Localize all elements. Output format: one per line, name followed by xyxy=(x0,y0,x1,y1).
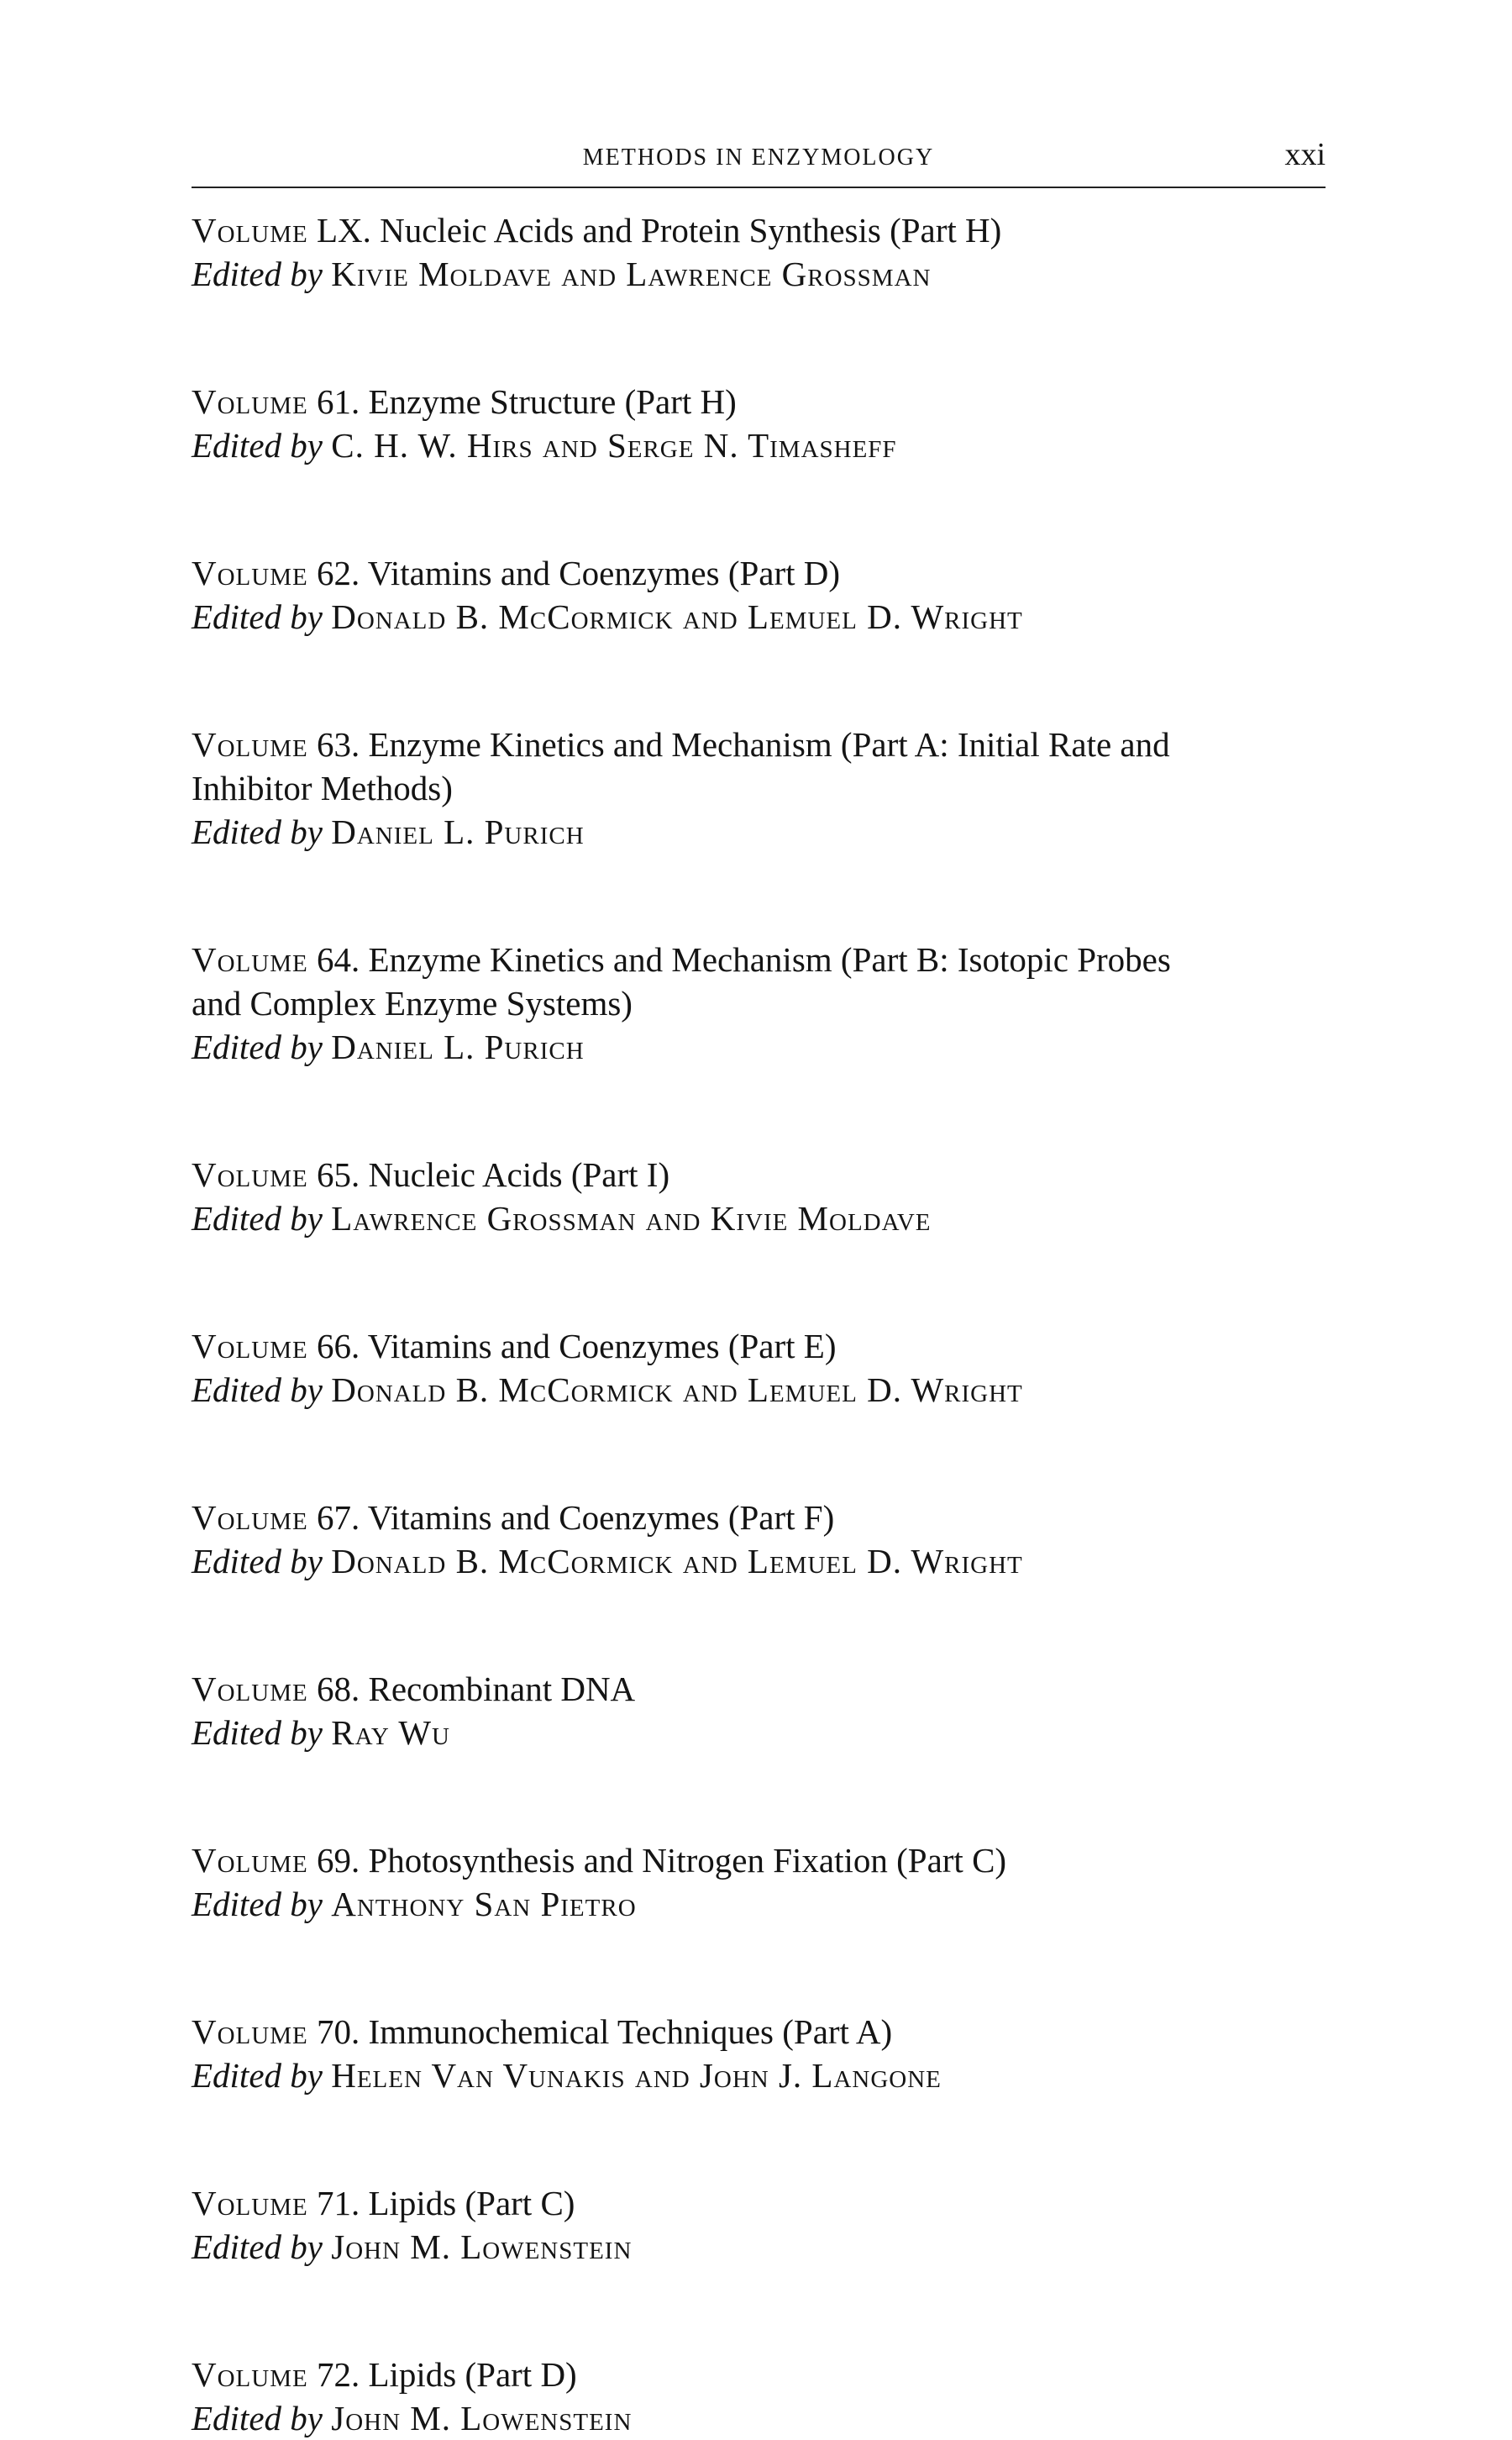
editors-line xyxy=(192,595,1334,639)
volume-title: Vitamins and Coenzymes (Part E) xyxy=(367,1327,837,1365)
volume-title-line xyxy=(192,1838,1334,1882)
edited-by-label: Edited by xyxy=(192,1199,323,1238)
volume-title-line xyxy=(192,2010,1334,2053)
volume-entry xyxy=(192,551,1334,639)
volume-number: 69. xyxy=(316,1841,360,1880)
volume-number: 64. xyxy=(316,940,360,979)
volume-label: Volume xyxy=(192,725,308,764)
entry-spacer xyxy=(192,2097,1334,2181)
volume-title-line xyxy=(192,1153,1334,1196)
editor-names: Lawrence Grossman and Kivie Moldave xyxy=(331,1199,932,1238)
edited-by-label: Edited by xyxy=(192,1885,323,1923)
volume-title: Vitamins and Coenzymes (Part D) xyxy=(367,554,841,592)
volume-label: Volume xyxy=(192,2355,308,2394)
volume-label: Volume xyxy=(192,1670,308,1708)
volume-label: Volume xyxy=(192,2012,308,2051)
volume-entry xyxy=(192,380,1334,467)
volume-title-continuation xyxy=(192,981,1334,1025)
entry-spacer xyxy=(192,1583,1334,1667)
volume-label: Volume xyxy=(192,2184,308,2222)
volume-number: 66. xyxy=(316,1327,360,1365)
entry-spacer xyxy=(192,854,1334,938)
volume-title-line xyxy=(192,380,1334,423)
editor-names: Daniel L. Purich xyxy=(331,1028,585,1066)
page-number: xxi xyxy=(1284,137,1326,172)
editor-names: Helen Van Vunakis and John J. Langone xyxy=(331,2056,942,2095)
edited-by-label: Edited by xyxy=(192,1370,323,1409)
editor-names: John M. Lowenstein xyxy=(331,2227,633,2266)
volume-number: 70. xyxy=(316,2012,360,2051)
editor-names: Kivie Moldave and Lawrence Grossman xyxy=(331,255,932,293)
volume-number: 67. xyxy=(316,1498,360,1537)
volume-title: Photosynthesis and Nitrogen Fixation (Part C) xyxy=(368,1841,1007,1880)
editors-line xyxy=(192,1539,1334,1583)
editors-line xyxy=(192,1368,1334,1412)
volume-label: Volume xyxy=(192,1841,308,1880)
volume-title-line xyxy=(192,723,1334,766)
entry-spacer xyxy=(192,1926,1334,2010)
volume-title: Enzyme Kinetics and Mechanism (Part A: Initial Rate and xyxy=(368,725,1170,764)
volume-title-line xyxy=(192,208,1334,252)
volume-number: LX. xyxy=(316,211,371,250)
volume-title-line xyxy=(192,1496,1334,1539)
entry-spacer xyxy=(192,1754,1334,1838)
edited-by-label: Edited by xyxy=(192,1713,323,1752)
running-title: METHODS IN ENZYMOLOGY xyxy=(582,145,935,171)
edited-by-label: Edited by xyxy=(192,2227,323,2266)
editor-names: John M. Lowenstein xyxy=(331,2399,633,2437)
edited-by-label: Edited by xyxy=(192,812,323,851)
volume-list xyxy=(192,208,1334,2440)
volume-number: 63. xyxy=(316,725,360,764)
edited-by-label: Edited by xyxy=(192,2056,323,2095)
volume-title: Recombinant DNA xyxy=(368,1670,636,1708)
edited-by-label: Edited by xyxy=(192,1028,323,1066)
volume-title-cont: and Complex Enzyme Systems) xyxy=(192,984,633,1023)
editors-line xyxy=(192,1025,1334,1069)
volume-label: Volume xyxy=(192,382,308,421)
editor-names: Daniel L. Purich xyxy=(331,812,585,851)
volume-title-cont: Inhibitor Methods) xyxy=(192,769,453,807)
entry-spacer xyxy=(192,2269,1334,2353)
volume-entry xyxy=(192,1153,1334,1240)
editors-line xyxy=(192,1882,1334,1926)
volume-title-line xyxy=(192,938,1334,981)
volume-title: Enzyme Structure (Part H) xyxy=(368,382,737,421)
volume-entry xyxy=(192,2181,1334,2269)
volume-number: 65. xyxy=(316,1155,360,1194)
volume-title: Lipids (Part D) xyxy=(368,2355,577,2394)
editors-line xyxy=(192,1196,1334,1240)
header-rule xyxy=(192,187,1326,188)
volume-entry xyxy=(192,1838,1334,1926)
volume-label: Volume xyxy=(192,554,308,592)
editors-line xyxy=(192,252,1334,296)
editor-names: Ray Wu xyxy=(331,1713,450,1752)
volume-title: Nucleic Acids (Part I) xyxy=(368,1155,670,1194)
editor-names: C. H. W. Hirs and Serge N. Timasheff xyxy=(331,426,897,465)
volume-entry xyxy=(192,1667,1334,1754)
volume-title-line xyxy=(192,1324,1334,1368)
volume-title: Vitamins and Coenzymes (Part F) xyxy=(367,1498,835,1537)
entry-spacer xyxy=(192,1069,1334,1153)
volume-entry xyxy=(192,938,1334,1069)
volume-title: Enzyme Kinetics and Mechanism (Part B: Isotopic Probes xyxy=(368,940,1171,979)
editors-line xyxy=(192,2053,1334,2097)
volume-label: Volume xyxy=(192,1155,308,1194)
volume-number: 61. xyxy=(316,382,360,421)
editors-line xyxy=(192,423,1334,467)
volume-number: 72. xyxy=(316,2355,360,2394)
volume-entry xyxy=(192,208,1334,296)
editor-names: Donald B. McCormick and Lemuel D. Wright xyxy=(331,1370,1023,1409)
editor-names: Anthony San Pietro xyxy=(331,1885,637,1923)
edited-by-label: Edited by xyxy=(192,255,323,293)
volume-title: Lipids (Part C) xyxy=(368,2184,575,2222)
volume-label: Volume xyxy=(192,1498,308,1537)
volume-number: 71. xyxy=(316,2184,360,2222)
volume-number: 68. xyxy=(316,1670,360,1708)
editors-line xyxy=(192,810,1334,854)
editor-names: Donald B. McCormick and Lemuel D. Wright xyxy=(331,1542,1023,1580)
volume-label: Volume xyxy=(192,211,308,250)
volume-title: Nucleic Acids and Protein Synthesis (Part H) xyxy=(380,211,1002,250)
entry-spacer xyxy=(192,296,1334,380)
volume-title: Immunochemical Techniques (Part A) xyxy=(368,2012,893,2051)
running-head xyxy=(192,136,1326,187)
volume-label: Volume xyxy=(192,940,308,979)
edited-by-label: Edited by xyxy=(192,426,323,465)
edited-by-label: Edited by xyxy=(192,2399,323,2437)
volume-title-line xyxy=(192,551,1334,595)
volume-title-continuation xyxy=(192,766,1334,810)
edited-by-label: Edited by xyxy=(192,1542,323,1580)
entry-spacer xyxy=(192,639,1334,723)
volume-entry xyxy=(192,1324,1334,1412)
volume-label: Volume xyxy=(192,1327,308,1365)
volume-number: 62. xyxy=(316,554,360,592)
edited-by-label: Edited by xyxy=(192,597,323,636)
volume-title-line xyxy=(192,2181,1334,2225)
entry-spacer xyxy=(192,467,1334,551)
volume-entry xyxy=(192,2010,1334,2097)
editors-line xyxy=(192,1711,1334,1754)
entry-spacer xyxy=(192,1240,1334,1324)
volume-title-line xyxy=(192,1667,1334,1711)
editors-line xyxy=(192,2225,1334,2269)
entry-spacer xyxy=(192,1412,1334,1496)
volume-title-line xyxy=(192,2353,1334,2396)
editor-names: Donald B. McCormick and Lemuel D. Wright xyxy=(331,597,1023,636)
editors-line xyxy=(192,2396,1334,2440)
volume-entry xyxy=(192,2353,1334,2440)
volume-entry xyxy=(192,1496,1334,1583)
volume-entry xyxy=(192,723,1334,854)
